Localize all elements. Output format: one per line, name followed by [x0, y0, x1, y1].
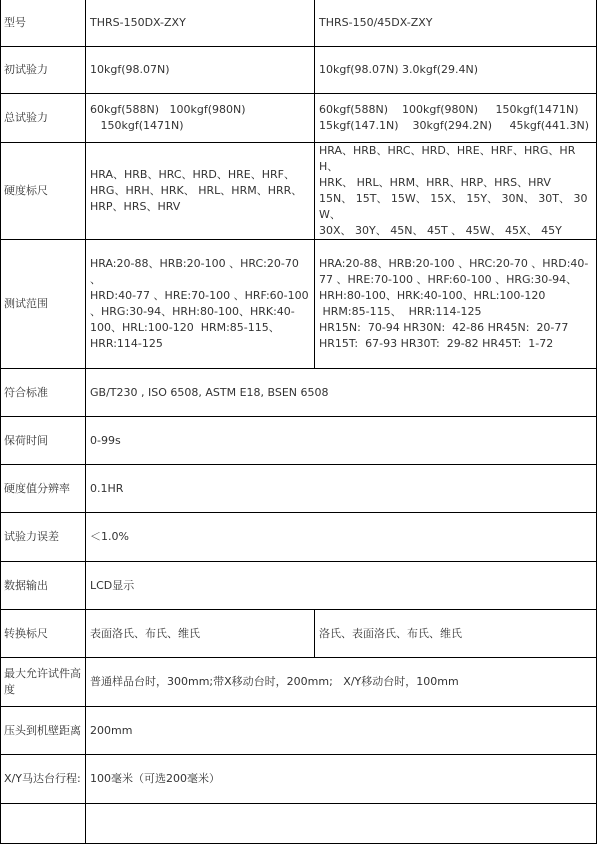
value-total-force-b: 60kgf(588N) 100kgf(980N) 150kgf(1471N) 15kgf(147.1N) 30kgf(294.2N) 45kgf(441.3N): [315, 94, 597, 143]
row-model: [1, 0, 597, 47]
label-hardness-scale: 硬度标尺: [1, 143, 86, 240]
label-data-output: 数据输出: [1, 562, 86, 610]
value-indenter-distance: 200mm: [86, 707, 597, 755]
value-conversion-scale-b: 洛氏、表面洛氏、布氏、维氏: [315, 610, 597, 658]
label-total-force: 总试验力: [1, 94, 86, 143]
row-max-height: [1, 658, 597, 707]
row-initial-force: [1, 47, 597, 94]
value-hardness-scale-a: HRA、HRB、HRC、HRD、HRE、HRF、 HRG、HRH、HRK、 HRL、HRM、HRR、 HRP、HRS、HRV: [86, 143, 315, 240]
value-test-range-a: HRA:20-88、HRB:20-100 、HRC:20-70 、 HRD:40-77 、HRE:70-100 、HRF:60-100 、HRG:30-94、HRH:80-100、HRK:40- 100、HRL:100-120 HRM:85-115、 HRR:114-125: [86, 240, 315, 369]
value-hardness-scale-b: HRA、HRB、HRC、HRD、HRE、HRF、HRG、HRH、 HRK、 HRL、HRM、HRR、HRP、HRS、HRV 15N、 15T、 15W、 15X、 15Y、 30N、 30T、 30W、 30X、 30Y、 45N、 45T 、 45W、 45X、 45Y: [315, 143, 597, 240]
label-standard: 符合标准: [1, 369, 86, 417]
label-resolution: 硬度值分辨率: [1, 465, 86, 513]
row-test-range: [1, 240, 597, 369]
value-xy-stage-travel: 100毫米（可选200毫米）: [86, 755, 597, 804]
value-standard: GB/T230 , ISO 6508, ASTM E18, BSEN 6508: [86, 369, 597, 417]
row-data-output: [1, 562, 597, 610]
row-hardness-scale: [1, 143, 597, 240]
row-standard: [1, 369, 597, 417]
row-blank: [1, 804, 597, 844]
value-initial-force-a: 10kgf(98.07N): [86, 47, 315, 94]
label-max-height: 最大允许试件高度: [1, 658, 86, 707]
value-initial-force-b: 10kgf(98.07N) 3.0kgf(29.4N): [315, 47, 597, 94]
row-conversion-scale: [1, 610, 597, 658]
value-force-error: ＜1.0%: [86, 513, 597, 562]
row-resolution: [1, 465, 597, 513]
value-max-height: 普通样品台时，300mm;带X移动台时，200mm; X/Y移动台时，100mm: [86, 658, 597, 707]
label-force-error: 试验力误差: [1, 513, 86, 562]
label-blank: [1, 804, 86, 844]
row-xy-stage-travel: [1, 755, 597, 804]
row-dwell-time: [1, 417, 597, 465]
row-total-force: [1, 94, 597, 143]
label-initial-force: 初试验力: [1, 47, 86, 94]
value-model-a: THRS-150DX-ZXY: [86, 0, 315, 47]
label-model: 型号: [1, 0, 86, 47]
row-force-error: [1, 513, 597, 562]
value-model-b: THRS-150/45DX-ZXY: [315, 0, 597, 47]
value-total-force-a: 60kgf(588N) 100kgf(980N) 150kgf(1471N): [86, 94, 315, 143]
value-blank: [86, 804, 597, 844]
label-indenter-distance: 压头到机壁距离: [1, 707, 86, 755]
label-conversion-scale: 转换标尺: [1, 610, 86, 658]
value-test-range-b: HRA:20-88、HRB:20-100 、HRC:20-70 、HRD:40- 77 、HRE:70-100 、HRF:60-100 、HRG:30-94、 HRH:80-100、HRK:40-100、HRL:100-120 HRM:85-115、 HRR:114-125 HR15N: 70-94 HR30N: 42-86 HR45N: 20-77 HR15T: 67-93 HR30T: 29-82 HR45T: 1-72: [315, 240, 597, 369]
label-test-range: 测试范围: [1, 240, 86, 369]
value-data-output: LCD显示: [86, 562, 597, 610]
value-resolution: 0.1HR: [86, 465, 597, 513]
label-xy-stage-travel: X/Y马达台行程:: [1, 755, 86, 804]
row-indenter-distance: [1, 707, 597, 755]
value-dwell-time: 0-99s: [86, 417, 597, 465]
label-dwell-time: 保荷时间: [1, 417, 86, 465]
value-conversion-scale-a: 表面洛氏、布氏、维氏: [86, 610, 315, 658]
